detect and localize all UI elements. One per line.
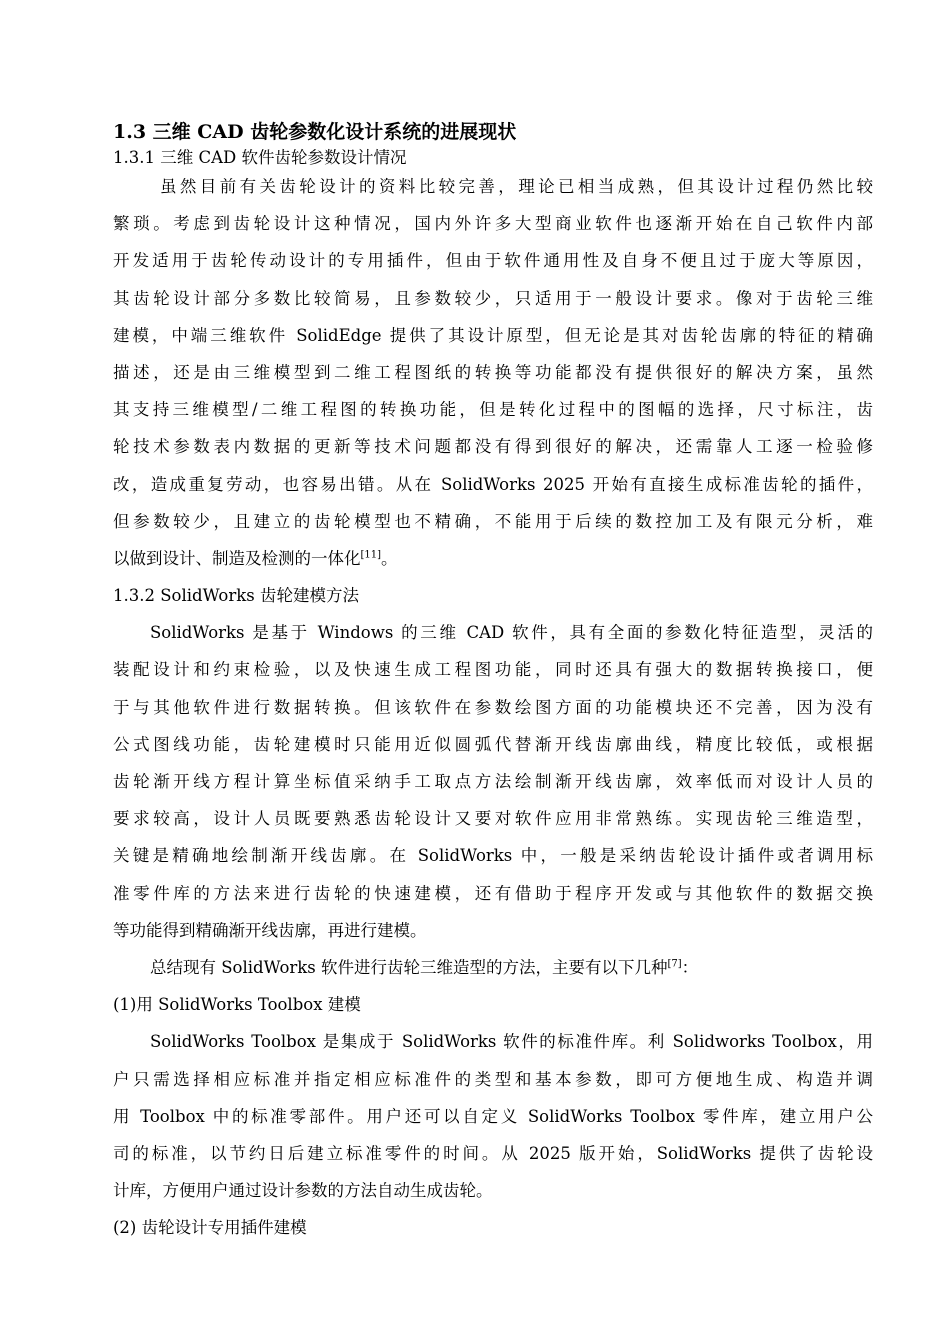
subsection-title-1-3-2: 1.3.2 SolidWorks 齿轮建模方法: [113, 586, 359, 606]
text-line: 用 Toolbox 中的标准零部件。用户还可以自定义 SolidWorks Toolbox 零件库，建立用户公: [113, 1106, 873, 1126]
text-line: SolidWorks 是基于 Windows 的三维 CAD 软件，具有全面的参数化特征造型，灵活的: [150, 623, 873, 643]
text-line: 其支持三维模型/二维工程图的转换功能，但是转化过程中的图幅的选择，尺寸标注，齿: [113, 400, 873, 420]
text-run: ：: [681, 957, 699, 977]
text-run: 。: [381, 548, 398, 568]
text-run: 以做到设计、制造及检测的一体化: [113, 548, 361, 568]
item-title-plugin: (2) 齿轮设计专用插件建模: [113, 1218, 307, 1238]
text-line: 繁琐。考虑到齿轮设计这种情况，国内外许多大型商业软件也逐渐开始在自己软件内部: [113, 214, 873, 234]
subsection-title-1-3-1: 1.3.1 三维 CAD 软件齿轮参数设计情况: [113, 148, 407, 167]
citation-ref: [7]: [667, 958, 682, 970]
paragraph-gear-design-status: [113, 168, 873, 577]
text-run: 总结现有 SolidWorks 软件进行齿轮三维造型的方法，主要有以下几种: [150, 957, 668, 977]
paragraph-toolbox: [113, 1023, 873, 1209]
paragraph-summary: [113, 949, 873, 986]
text-line: 描述，还是由三维模型到二维工程图纸的转换等功能都没有提供很好的解决方案，虽然: [113, 362, 873, 382]
text-line: 轮技术参数表内数据的更新等技术问题都没有得到很好的解决，还需靠人工逐一检验修: [113, 437, 873, 457]
citation-ref: [11]: [360, 549, 382, 561]
text-line: 计库，方便用户通过设计参数的方法自动生成齿轮。: [113, 1181, 493, 1201]
text-line: 等功能得到精确渐开线齿廓，再进行建模。: [113, 920, 427, 940]
paragraph-solidworks-intro: [113, 614, 873, 949]
text-line: 齿轮渐开线方程计算坐标值采纳手工取点方法绘制渐开线齿廓，效率低而对设计人员的: [113, 772, 873, 791]
text-line: [113, 949, 873, 986]
text-line: 建模，中端三维软件 SolidEdge 提供了其设计原型，但无论是其对齿轮齿廓的特征的精确: [113, 325, 873, 345]
text-line: [113, 540, 873, 577]
section-title: 1.3 三维 CAD 齿轮参数化设计系统的进展现状: [113, 121, 517, 143]
text-line: 其齿轮设计部分多数比较简易，且参数较少，只适用于一般设计要求。像对于齿轮三维: [113, 288, 873, 308]
document-page: [113, 118, 873, 1246]
text-line: 虽然目前有关齿轮设计的资料比较完善，理论已相当成熟，但其设计过程仍然比较: [160, 177, 873, 196]
item-title-toolbox: (1)用 SolidWorks Toolbox 建模: [113, 995, 361, 1015]
text-line: 但参数较少，且建立的齿轮模型也不精确，不能用于后续的数控加工及有限元分析，难: [113, 511, 873, 531]
text-line: 准零件库的方法来进行齿轮的快速建模，还有借助于程序开发或与其他软件的数据交换: [113, 883, 873, 903]
text-line: SolidWorks Toolbox 是集成于 SolidWorks 软件的标准件库。利 Solidworks Toolbox，用: [150, 1032, 873, 1052]
text-line: 户只需选择相应标准并指定相应标准件的类型和基本参数，即可方便地生成、构造并调: [113, 1069, 873, 1089]
text-line: 要求较高，设计人员既要熟悉齿轮设计又要对软件应用非常熟练。实现齿轮三维造型，: [113, 809, 873, 829]
text-line: 关键是精确地绘制渐开线齿廓。在 SolidWorks 中，一般是采纳齿轮设计插件或者调用标: [113, 846, 873, 866]
text-line: 改，造成重复劳动，也容易出错。从在 SolidWorks 2025 开始有直接生成标准齿轮的插件，: [113, 474, 873, 494]
text-line: 开发适用于齿轮传动设计的专用插件，但由于软件通用性及自身不便且过于庞大等原因，: [113, 251, 873, 271]
text-line: 公式图线功能，齿轮建模时只能用近似圆弧代替渐开线齿廓曲线，精度比较低，或根据: [113, 734, 873, 754]
text-line: 装配设计和约束检验，以及快速生成工程图功能，同时还具有强大的数据转换接口，便: [113, 660, 873, 680]
text-line: 司的标准，以节约日后建立标准零件的时间。从 2025 版开始，SolidWorks 提供了齿轮设: [113, 1143, 873, 1163]
text-line: 于与其他软件进行数据转换。但该软件在参数绘图方面的功能模块还不完善，因为没有: [113, 697, 873, 717]
